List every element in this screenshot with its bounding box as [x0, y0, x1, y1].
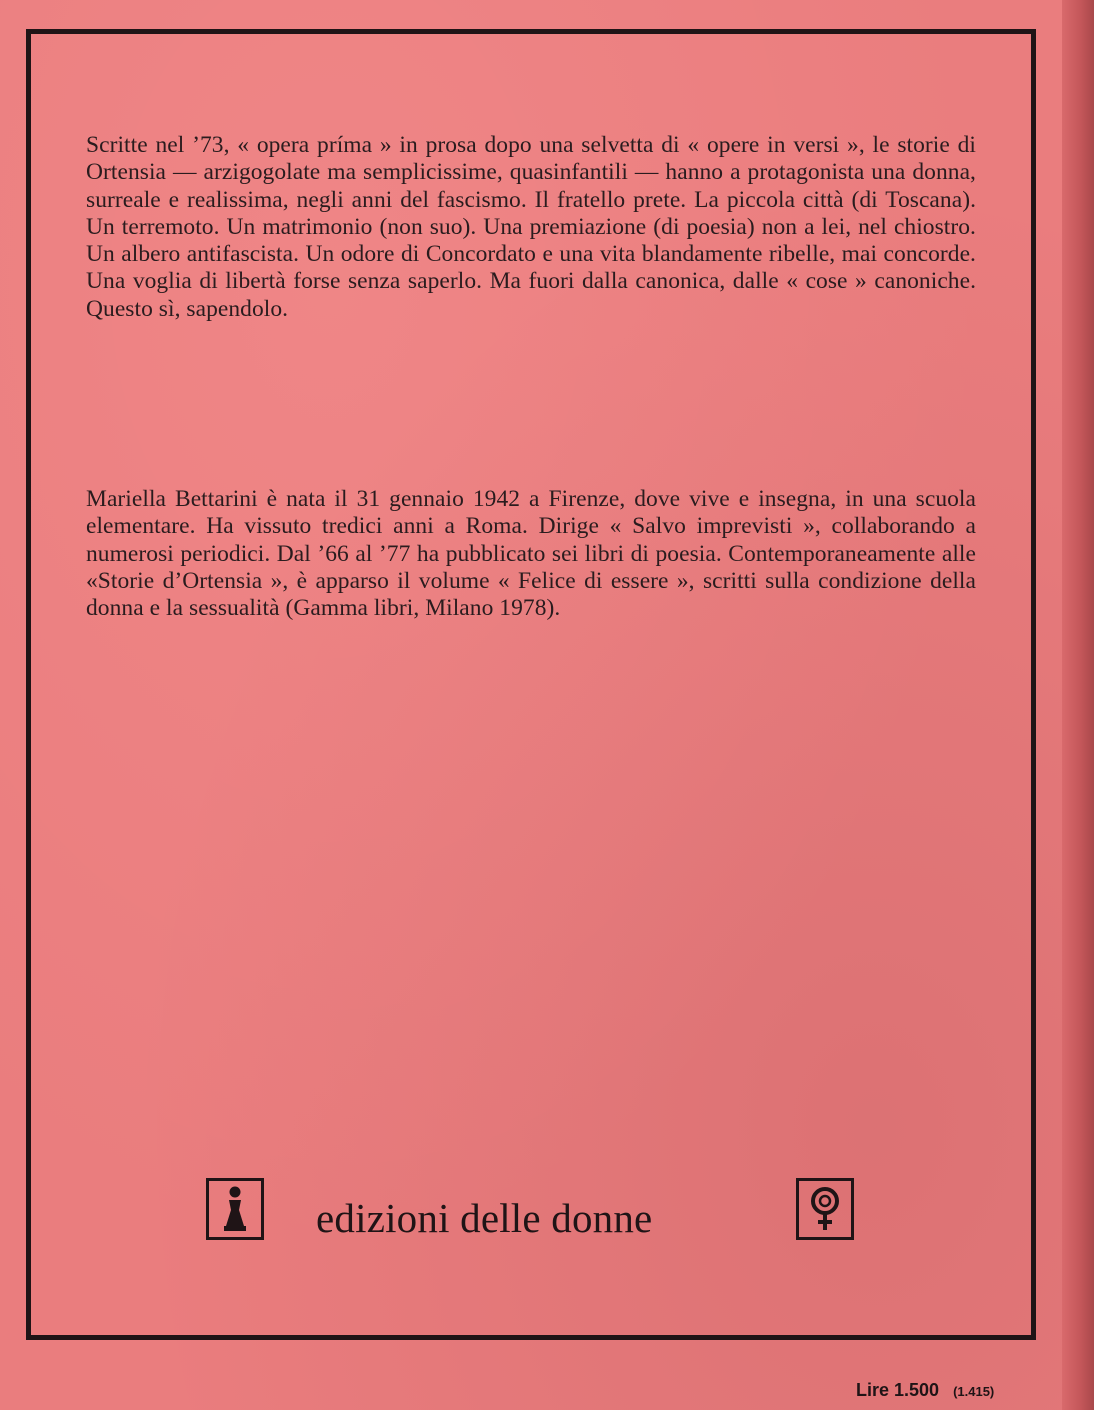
publisher-block [206, 1178, 856, 1242]
price-label [856, 1380, 994, 1401]
publisher-name: edizioni delle donne [316, 1195, 653, 1241]
price-main: Lire 1.500 [856, 1380, 940, 1400]
book-description-paragraph: Scritte nel ’73, « opera príma » in prosa dopo una selvetta di « opere in versi », le storie di Ortensia — arzigogolate ma semplicissime, quasinfantili — hanno a protagonista una donna, surreale e realissima, negli anni del fascismo. Il fratello prete. La piccola città (di Toscana). Un terremoto. Un matrimonio (non suo). Una premiazione (di poesia) non a lei, nel chiostro. Un albero antifascista. Un odore di Concordato e una vita blandamente ribelle, mai concorde. Una voglia di libertà forse senza saperlo. Ma fuori dalla canonica, dalle « cose » canoniche. Questo sì, sapendolo. [86, 132, 976, 322]
woman-figure-icon [206, 1178, 264, 1240]
price-secondary: (1.415) [953, 1384, 995, 1399]
venus-symbol-icon [796, 1178, 854, 1240]
author-bio-paragraph: Mariella Bettarini è nata il 31 gennaio 1942 a Firenze, dove vive e insegna, in una scuola elementare. Ha vissuto tredici anni a Roma. Dirige « Salvo imprevisti », collaborando a numerosi periodici. Dal ’66 al ’77 ha pubblicato sei libri di poesia. Contemporaneamente alle «Storie d’Ortensia », è apparso il volume « Felice di essere », scritti sulla condizione della donna e la sessualità (Gamma libri, Milano 1978). [86, 486, 976, 622]
book-spine-edge [1062, 0, 1094, 1410]
